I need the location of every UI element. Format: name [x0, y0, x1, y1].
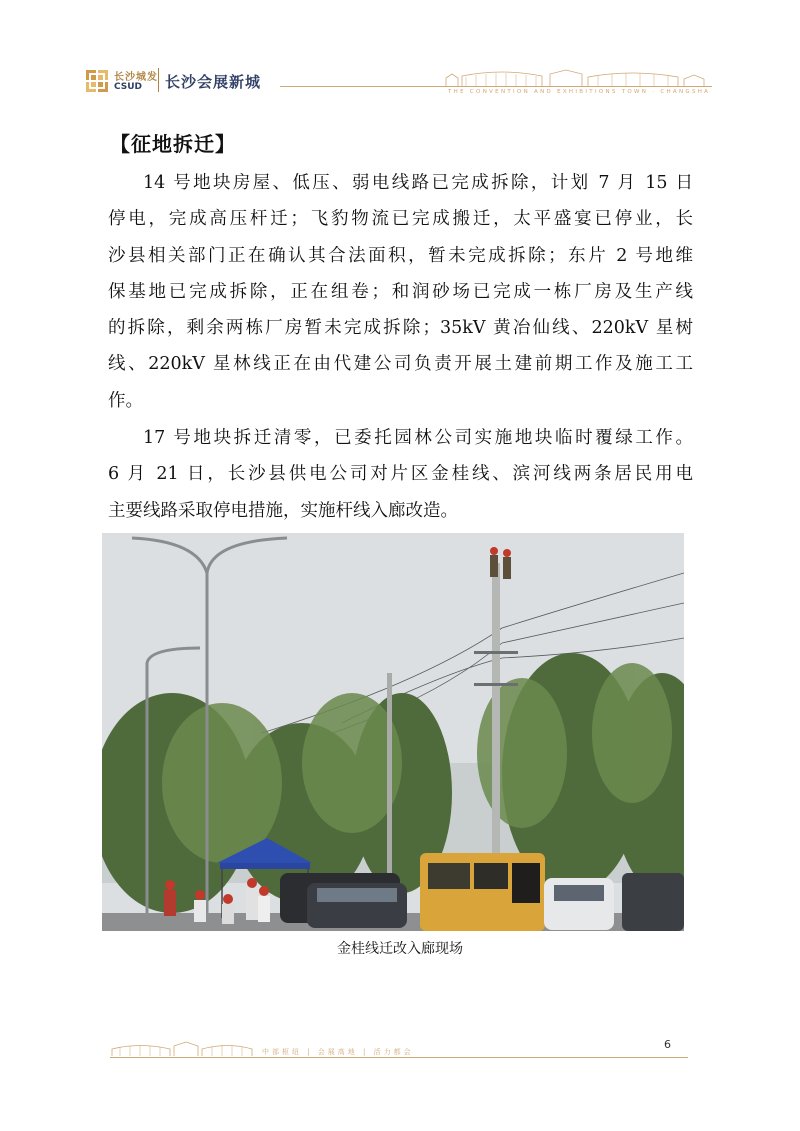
text-line: 的拆除，剩余两栋厂房暂未完成拆除；35kV 黄冶仙线、220kV 星树	[108, 318, 693, 339]
skyline-icon	[442, 66, 710, 88]
logo-english-text: CSUD	[114, 82, 143, 92]
text-line: 保基地已完成拆除，正在组卷；和润砂场已完成一栋厂房及生产线	[108, 281, 693, 302]
footer-slogan: 中部枢纽 | 会展高地 | 活力都会	[262, 1048, 414, 1056]
logo-divider	[158, 68, 159, 92]
text-line: 停电，完成高压杆迁；飞豹物流已完成搬迁，太平盛宴已停业，长	[108, 209, 693, 230]
header-rule	[280, 86, 712, 87]
section-title: 【征地拆迁】	[110, 132, 236, 156]
footer-skyline-icon	[110, 1038, 260, 1058]
brand-title: 长沙会展新城	[165, 73, 262, 91]
page-number: 6	[664, 1038, 671, 1051]
text-line: 6 月 21 日，长沙县供电公司对片区金桂线、滨河线两条居民用电	[108, 464, 693, 485]
site-photo	[102, 533, 684, 931]
footer-rule	[110, 1057, 688, 1058]
text-line: 沙县相关部门正在确认其合法面积，暂未完成拆除；东片 2 号地维	[108, 245, 693, 266]
csud-logo-icon	[84, 68, 110, 94]
paragraph-demolition	[108, 165, 693, 419]
text-line: 线、220kV 星林线正在由代建公司负责开展土建前期工作及施工工	[108, 354, 693, 375]
text-line: 14 号地块房屋、低压、弱电线路已完成拆除，计划 7 月 15 日	[143, 173, 693, 193]
text-line: 主要线路采取停电措施，实施杆线入廊改造。	[108, 500, 458, 521]
photo-caption: 金桂线迁改入廊现场	[337, 941, 463, 957]
logo-chinese-text: 长沙城发	[114, 72, 158, 83]
paragraph-plot17	[108, 420, 693, 529]
text-line: 17 号地块拆迁清零，已委托园林公司实施地块临时覆绿工作。	[143, 428, 693, 448]
text-line: 作。	[108, 390, 143, 411]
header-subtitle: THE CONVENTION AND EXHIBITIONS TOWN · CHANGSHA	[448, 89, 711, 95]
page-header	[0, 0, 800, 110]
